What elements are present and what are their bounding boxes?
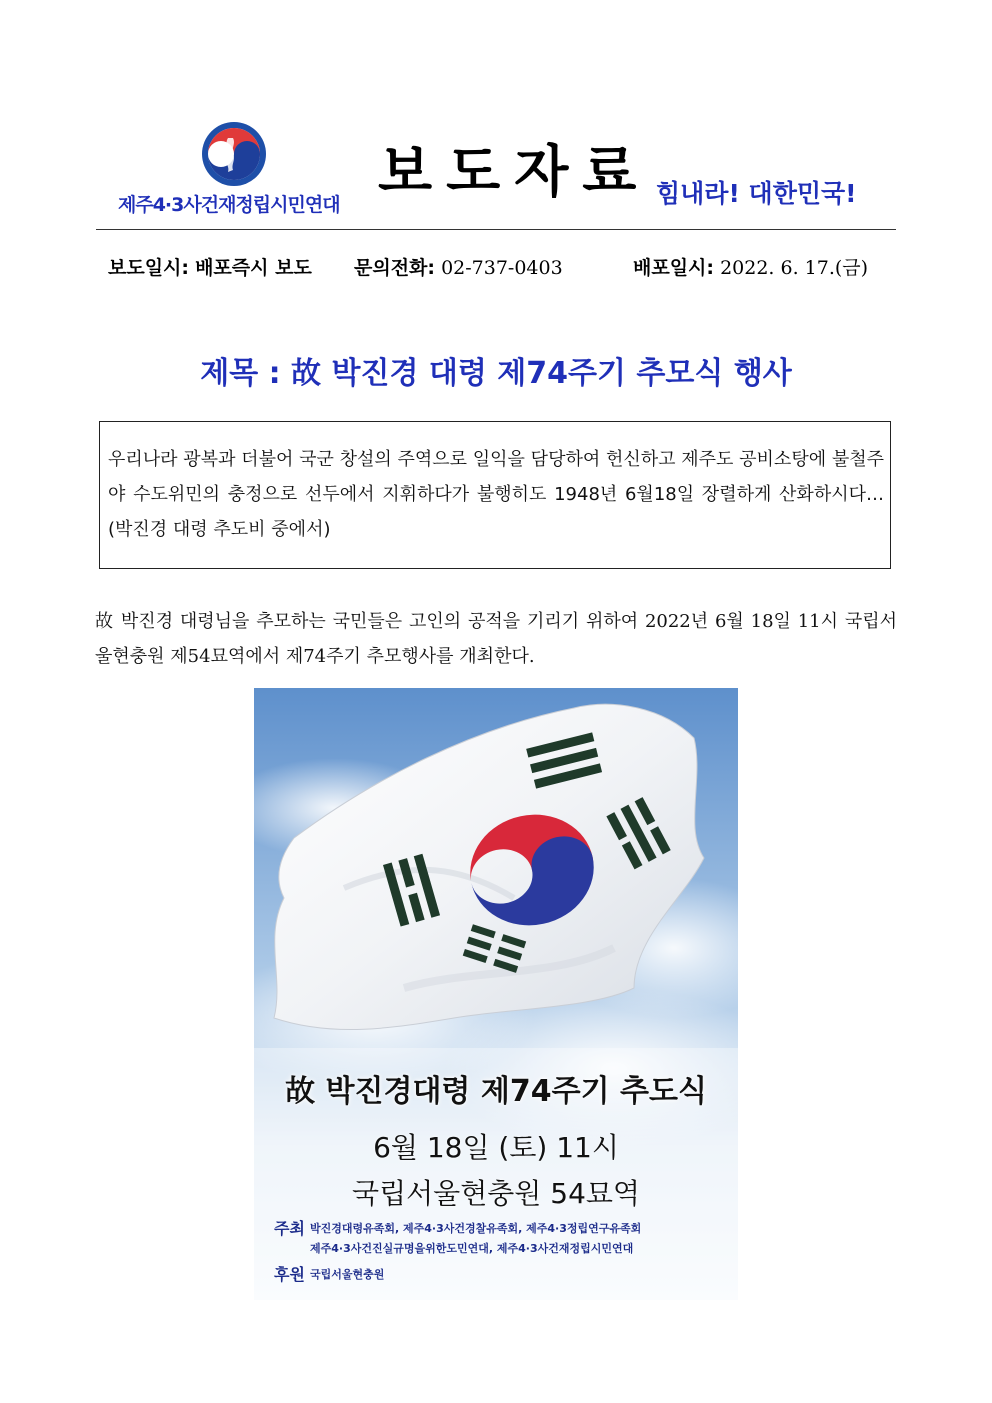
memorial-poster [254,688,738,1300]
poster-venue: 국립서울현충원 54묘역 [352,1177,640,1210]
poster-datetime: 6월 18일 (토) 11시 [373,1131,619,1164]
date-value: 2022. 6. 17.(금) [720,257,869,279]
poster-sponsor-label: 후원 [274,1265,305,1284]
slogan: 힘내라! 대한민국! [656,179,857,208]
poster-sponsor: 국립서울현충원 [310,1268,385,1281]
subject-heading [0,348,992,392]
poster-title [254,1066,738,1110]
poster-title-prefix: 故 [285,1074,316,1109]
poster-host-label: 주최 [274,1219,305,1238]
phone-value: 02-737-0403 [441,257,563,279]
date-label: 배포일시: [633,257,715,279]
poster-title-text: 박진경대령 제74주기 추도식 [325,1074,707,1109]
organization-logo-icon [200,120,268,188]
subject-label: 제목 : 故 [200,356,322,391]
memorial-quote-text: 우리나라 광복과 더불어 국군 창설의 주역으로 일익을 담당하여 헌신하고 제주도 공비소탕에 불철주야 수도위민의 충정으로 선두에서 지휘하다가 불행히도 1948년 6월18일 장렬하게 산화하시다… (박진경 대령 추도비 중에서) [108,449,884,540]
poster-host-line2: 제주4·3사건진실규명을위한도민연대, 제주4·3사건재정립시민연대 [310,1242,634,1255]
header-divider [96,229,896,230]
distribution-info [633,253,868,280]
phone-label: 문의전화: [354,257,436,279]
contact-info [354,253,563,280]
poster-host-line1: 박진경대령유족회, 제주4·3사건경찰유족회, 제주4·3정립연구유족회 [310,1222,642,1235]
release-value: 배포즉시 보도 [195,257,312,279]
subject-title: 박진경 대령 제74주기 추모식 행사 [331,356,792,391]
organization-name: 제주4·3사건재정립시민연대 [118,194,340,216]
memorial-quote-box [99,421,891,569]
body-paragraph: 故 박진경 대령님을 추모하는 국민들은 고인의 공적을 기리기 위하여 2022년 6월 18일 11시 국립서울현충원 제54묘역에서 제74주기 추모행사를 개최한다. [95,611,897,667]
release-info [108,253,312,280]
document-title: 보도자료 [378,140,651,205]
release-label: 보도일시: [108,257,190,279]
